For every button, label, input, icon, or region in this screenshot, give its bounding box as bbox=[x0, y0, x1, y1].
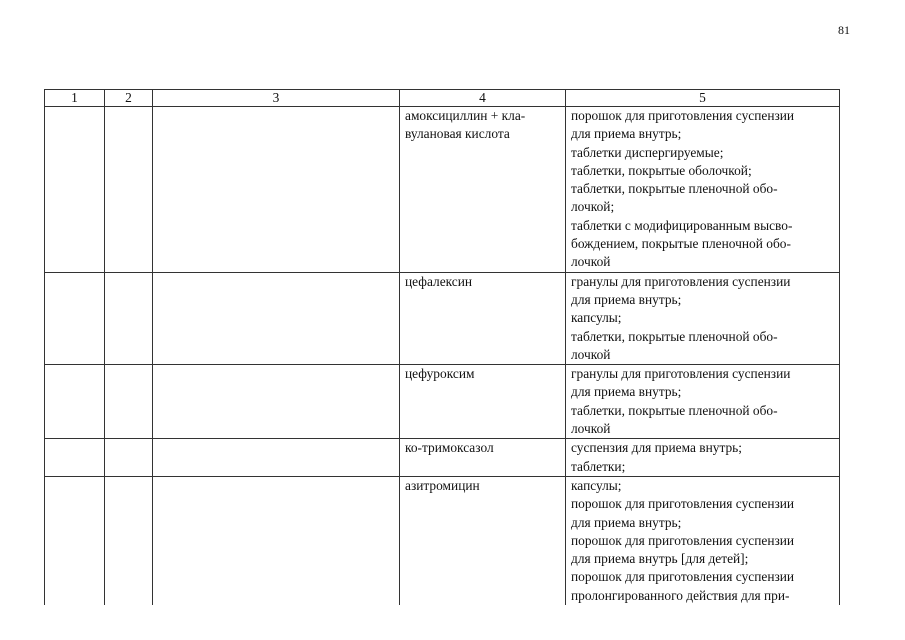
table-header-row bbox=[45, 90, 840, 107]
empty-cell-col-3 bbox=[153, 107, 400, 273]
dosage-form-line: таблетки, покрытые пленочной обо- bbox=[571, 328, 778, 344]
dosage-form-line: таблетки; bbox=[571, 458, 626, 474]
table-row bbox=[45, 107, 840, 273]
dosage-form-line: для приема внутрь [для детей]; bbox=[571, 551, 749, 567]
page-number: 81 bbox=[838, 23, 850, 37]
column-header-3: 3 bbox=[153, 90, 400, 107]
table-row bbox=[45, 272, 840, 364]
drug-name-line: цефалексин bbox=[405, 273, 473, 289]
dosage-form-line: лочкой bbox=[571, 254, 611, 270]
empty-cell-col-1 bbox=[45, 272, 105, 364]
dosage-form-line: гранулы для приготовления суспензии bbox=[571, 366, 791, 382]
dosage-form-cell bbox=[566, 272, 840, 364]
empty-cell-col-1 bbox=[45, 476, 105, 605]
empty-cell-col-2 bbox=[105, 476, 153, 605]
dosage-form-line: капсулы; bbox=[571, 310, 622, 326]
empty-cell-col-2 bbox=[105, 272, 153, 364]
table-row bbox=[45, 476, 840, 605]
dosage-form-cell bbox=[566, 107, 840, 273]
drug-name-cell bbox=[400, 107, 566, 273]
drug-name-line: амоксициллин + кла- bbox=[405, 108, 526, 123]
dosage-form-line: порошок для приготовления суспензии bbox=[571, 569, 795, 585]
dosage-form-line: пролонгированного действия для при- bbox=[571, 587, 790, 603]
table-row bbox=[45, 365, 840, 439]
drug-name-cell bbox=[400, 272, 566, 364]
drug-name-line: азитромицин bbox=[405, 477, 480, 493]
dosage-form-line: порошок для приготовления суспензии bbox=[571, 496, 795, 512]
table-body bbox=[45, 107, 840, 606]
column-header-4: 4 bbox=[400, 90, 566, 107]
empty-cell-col-2 bbox=[105, 365, 153, 439]
empty-cell-col-1 bbox=[45, 365, 105, 439]
drug-name-cell bbox=[400, 365, 566, 439]
dosage-form-line: для приема внутрь; bbox=[571, 126, 682, 142]
drug-name-cell bbox=[400, 476, 566, 605]
dosage-form-cell bbox=[566, 439, 840, 477]
empty-cell-col-1 bbox=[45, 107, 105, 273]
drug-name-cell bbox=[400, 439, 566, 477]
dosage-form-cell bbox=[566, 365, 840, 439]
empty-cell-col-3 bbox=[153, 365, 400, 439]
drug-name-line: вулановая кислота bbox=[405, 126, 510, 142]
dosage-form-line: таблетки диспергируемые; bbox=[571, 144, 724, 160]
dosage-form-line: бождением, покрытые пленочной обо- bbox=[571, 236, 791, 252]
dosage-form-line: суспензия для приема внутрь; bbox=[571, 440, 743, 456]
empty-cell-col-1 bbox=[45, 439, 105, 477]
dosage-form-line: лочкой; bbox=[571, 199, 615, 215]
empty-cell-col-2 bbox=[105, 107, 153, 273]
empty-cell-col-3 bbox=[153, 439, 400, 477]
drug-name-line: цефуроксим bbox=[405, 366, 475, 382]
dosage-form-line: порошок для приготовления суспензии bbox=[571, 108, 795, 123]
dosage-form-line: для приема внутрь; bbox=[571, 384, 682, 400]
dosage-form-line: таблетки с модифицированным высво- bbox=[571, 217, 793, 233]
dosage-form-line: для приема внутрь; bbox=[571, 291, 682, 307]
dosage-form-line: таблетки, покрытые пленочной обо- bbox=[571, 181, 778, 197]
drug-table bbox=[44, 89, 840, 605]
column-header-1: 1 bbox=[45, 90, 105, 107]
empty-cell-col-3 bbox=[153, 272, 400, 364]
empty-cell-col-3 bbox=[153, 476, 400, 605]
column-header-5: 5 bbox=[566, 90, 840, 107]
table-row bbox=[45, 439, 840, 477]
dosage-form-line: таблетки, покрытые оболочкой; bbox=[571, 162, 752, 178]
dosage-form-line: порошок для приготовления суспензии bbox=[571, 532, 795, 548]
column-header-2: 2 bbox=[105, 90, 153, 107]
dosage-form-line: лочкой bbox=[571, 346, 611, 362]
dosage-form-line: лочкой bbox=[571, 421, 611, 437]
dosage-form-cell bbox=[566, 476, 840, 605]
empty-cell-col-2 bbox=[105, 439, 153, 477]
dosage-form-line: таблетки, покрытые пленочной обо- bbox=[571, 402, 778, 418]
dosage-form-line: капсулы; bbox=[571, 477, 622, 493]
drug-name-line: ко-тримоксазол bbox=[405, 440, 494, 456]
dosage-form-line: для приема внутрь; bbox=[571, 514, 682, 530]
dosage-form-line: гранулы для приготовления суспензии bbox=[571, 273, 791, 289]
